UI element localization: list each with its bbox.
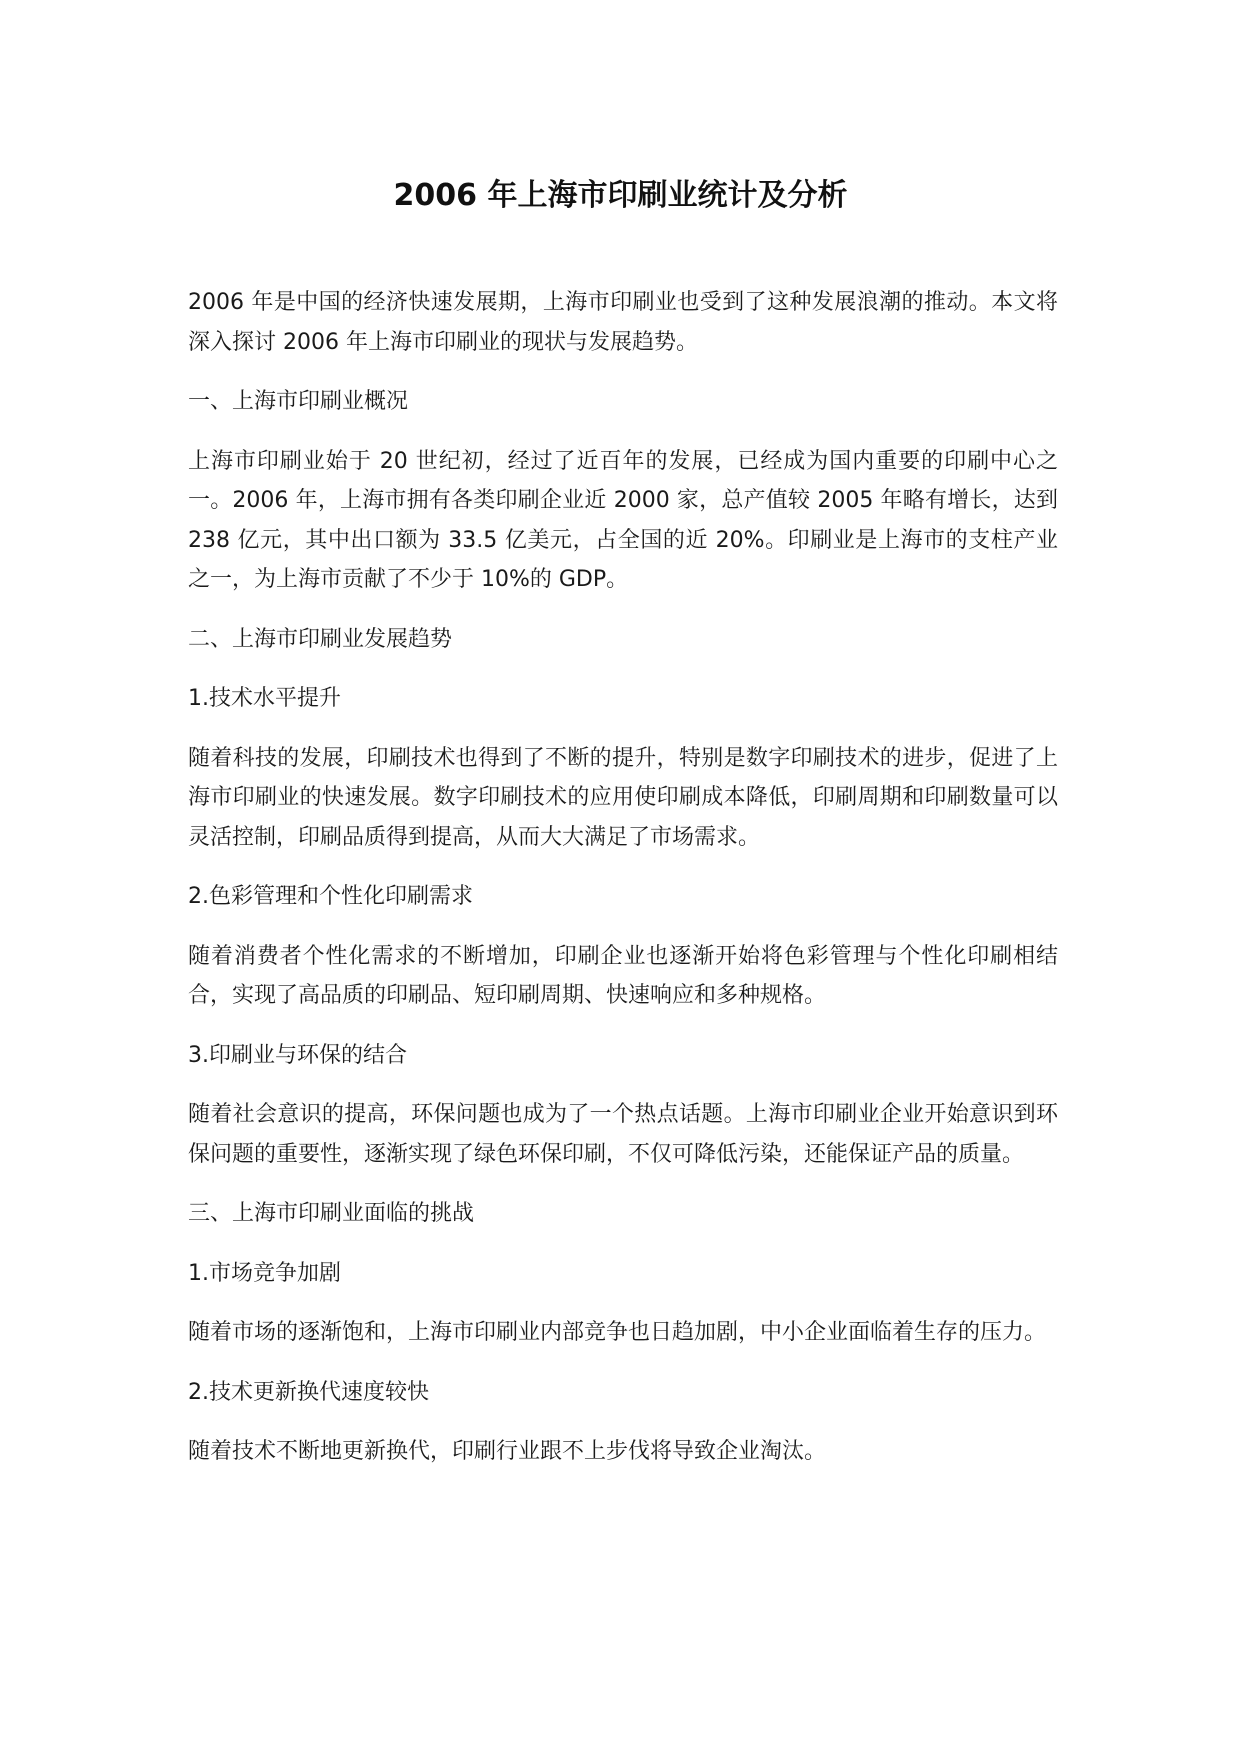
tech-update-paragraph: 随着技术不断地更新换代，印刷行业跟不上步伐将导致企业淘汰。 xyxy=(188,1439,827,1464)
color-management-paragraph: 随着消费者个性化需求的不断增加，印刷企业也逐渐开始将色彩管理与个性化印刷相结合，实现了高品质的印刷品、短印刷周期、快速响应和多种规格。 xyxy=(188,943,1058,1008)
technology-paragraph: 随着科技的发展，印刷技术也得到了不断的提升，特别是数字印刷技术的进步，促进了上海市印刷业的快速发展。数字印刷技术的应用使印刷成本降低，印刷周期和印刷数量可以灵活控制，印刷品质得到提高，从而大大满足了市场需求。 xyxy=(188,745,1058,850)
subheading-competition: 1.市场竞争加剧 xyxy=(188,1260,341,1286)
section-heading-challenges: 三、上海市印刷业面临的挑战 xyxy=(188,1201,475,1226)
section-heading-trends: 二、上海市印刷业发展趋势 xyxy=(188,626,453,652)
section-heading-overview: 一、上海市印刷业概况 xyxy=(188,389,409,414)
subheading-color-management: 2.色彩管理和个性化印刷需求 xyxy=(188,884,473,909)
environment-paragraph: 随着社会意识的提高，环保问题也成为了一个热点话题。上海市印刷业企业开始意识到环保问题的重要性，逐渐实现了绿色环保印刷，不仅可降低污染，还能保证产品的质量。 xyxy=(188,1102,1058,1167)
intro-paragraph: 2006 年是中国的经济快速发展期，上海市印刷业也受到了这种发展浪潮的推动。本文将深入探讨 2006 年上海市印刷业的现状与发展趋势。 xyxy=(188,290,1058,355)
subheading-technology: 1.技术水平提升 xyxy=(188,686,341,711)
subheading-tech-update: 2.技术更新换代速度较快 xyxy=(188,1379,429,1405)
subheading-environment: 3.印刷业与环保的结合 xyxy=(188,1042,407,1068)
document-title: 2006 年上海市印刷业统计及分析 xyxy=(393,178,848,213)
competition-paragraph: 随着市场的逐渐饱和，上海市印刷业内部竞争也日趋加剧，中小企业面临着生存的压力。 xyxy=(188,1320,1047,1345)
overview-paragraph: 上海市印刷业始于 20 世纪初，经过了近百年的发展，已经成为国内重要的印刷中心之一。2006 年，上海市拥有各类印刷企业近 2000 家，总产值较 2005 年略有增长，达到 238 亿元，其中出口额为 33.5 亿美元，占全国的近 20%。印刷业是上海市的支柱产业之一，为上海市贡献了不少于 10%的 GDP。 xyxy=(188,448,1058,592)
document-body xyxy=(188,283,1058,1492)
